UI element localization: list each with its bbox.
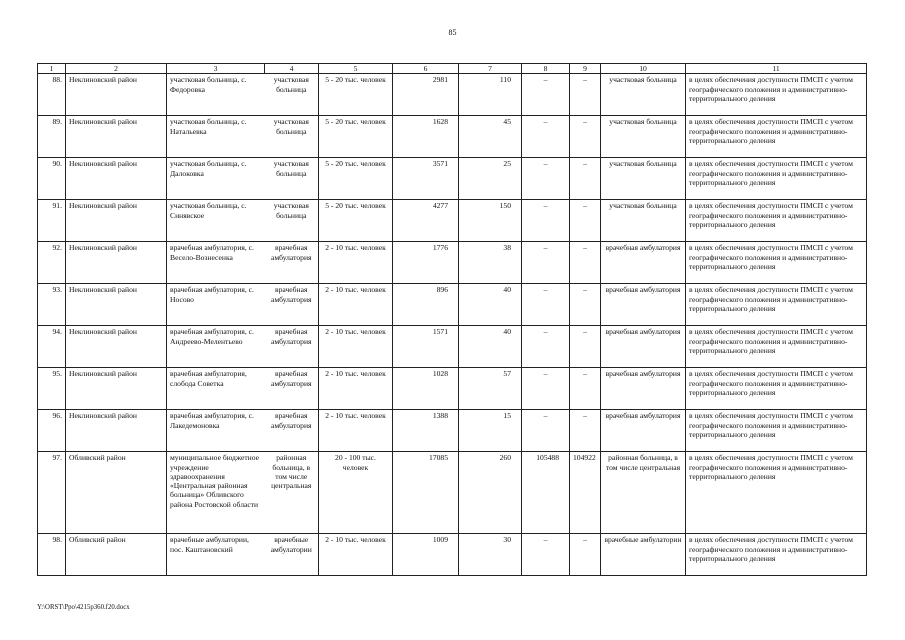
population-cell: 5 - 20 тыс. человек — [319, 116, 393, 158]
value-cell: 110 — [459, 74, 522, 116]
facility-cell: врачебные амбулатории, пос. Каштановский — [167, 534, 265, 576]
value-cell: – — [522, 74, 570, 116]
header-cell: 11 — [686, 64, 867, 74]
row-number: 97. — [38, 452, 66, 534]
page-number: 85 — [448, 28, 457, 37]
justification-cell: в целях обеспечения доступности ПМСП с учетом географического положения и административно-территориального деления — [686, 74, 867, 116]
district-cell: Неклиновский район — [66, 368, 167, 410]
value-cell: – — [522, 242, 570, 284]
value-cell: – — [570, 284, 601, 326]
facility-cell: участковая больница, с. Федоровка — [167, 74, 265, 116]
target-type-cell: участковая больница — [601, 74, 686, 116]
facility-type-cell: участковая больница — [265, 74, 319, 116]
facility-type-cell: врачебная амбулатория — [265, 284, 319, 326]
target-type-cell: врачебные амбулатории — [601, 534, 686, 576]
value-cell: – — [522, 158, 570, 200]
target-type-cell: врачебная амбулатория — [601, 284, 686, 326]
header-cell: 1 — [38, 64, 66, 74]
header-cell: 2 — [66, 64, 167, 74]
value-cell: – — [570, 74, 601, 116]
district-cell: Обливский район — [66, 534, 167, 576]
table-row — [38, 452, 867, 534]
value-cell: 57 — [459, 368, 522, 410]
header-cell: 4 — [265, 64, 319, 74]
header-cell: 7 — [459, 64, 522, 74]
value-cell: 2981 — [393, 74, 459, 116]
value-cell: – — [522, 200, 570, 242]
value-cell: 3571 — [393, 158, 459, 200]
row-number: 90. — [38, 158, 66, 200]
table-row — [38, 74, 867, 116]
header-cell: 9 — [570, 64, 601, 74]
justification-cell: в целях обеспечения доступности ПМСП с учетом географического положения и административно-территориального деления — [686, 534, 867, 576]
header-cell: 10 — [601, 64, 686, 74]
population-cell: 5 - 20 тыс. человек — [319, 158, 393, 200]
value-cell: – — [570, 116, 601, 158]
value-cell: 896 — [393, 284, 459, 326]
file-path: Y:\ORST\Ppo\4215p360.f20.docx — [37, 604, 130, 611]
value-cell: – — [522, 284, 570, 326]
district-cell: Неклиновский район — [66, 74, 167, 116]
district-cell: Неклиновский район — [66, 284, 167, 326]
table-row — [38, 158, 867, 200]
value-cell: – — [522, 326, 570, 368]
justification-cell: в целях обеспечения доступности ПМСП с учетом географического положения и административно-территориального деления — [686, 116, 867, 158]
value-cell: – — [522, 116, 570, 158]
value-cell: 15 — [459, 410, 522, 452]
justification-cell: в целях обеспечения доступности ПМСП с учетом географического положения и административно-территориального деления — [686, 326, 867, 368]
facility-cell: врачебная амбулатория, с. Весело-Вознесенка — [167, 242, 265, 284]
row-number: 89. — [38, 116, 66, 158]
value-cell: 1628 — [393, 116, 459, 158]
value-cell: 25 — [459, 158, 522, 200]
population-cell: 5 - 20 тыс. человек — [319, 200, 393, 242]
value-cell: 40 — [459, 326, 522, 368]
district-cell: Неклиновский район — [66, 200, 167, 242]
population-cell: 5 - 20 тыс. человек — [319, 74, 393, 116]
value-cell: – — [570, 326, 601, 368]
facility-cell: врачебная амбулатория, слобода Советка — [167, 368, 265, 410]
target-type-cell: врачебная амбулатория — [601, 410, 686, 452]
header-cell: 6 — [393, 64, 459, 74]
row-number: 94. — [38, 326, 66, 368]
row-number: 96. — [38, 410, 66, 452]
value-cell: 40 — [459, 284, 522, 326]
facility-cell: врачебная амбулатория, с. Носово — [167, 284, 265, 326]
value-cell: 38 — [459, 242, 522, 284]
value-cell: – — [570, 410, 601, 452]
table-row — [38, 242, 867, 284]
row-number: 92. — [38, 242, 66, 284]
justification-cell: в целях обеспечения доступности ПМСП с учетом географического положения и административно-территориального деления — [686, 242, 867, 284]
value-cell: 105488 — [522, 452, 570, 534]
value-cell: – — [570, 242, 601, 284]
facility-type-cell: врачебные амбулатории — [265, 534, 319, 576]
table-row — [38, 326, 867, 368]
value-cell: – — [522, 410, 570, 452]
value-cell: 1009 — [393, 534, 459, 576]
target-type-cell: участковая больница — [601, 116, 686, 158]
target-type-cell: участковая больница — [601, 200, 686, 242]
value-cell: 150 — [459, 200, 522, 242]
value-cell: 1571 — [393, 326, 459, 368]
target-type-cell: районная больница, в том числе центральная — [601, 452, 686, 534]
population-cell: 2 - 10 тыс. человек — [319, 284, 393, 326]
value-cell: – — [570, 158, 601, 200]
value-cell: – — [570, 200, 601, 242]
target-type-cell: врачебная амбулатория — [601, 326, 686, 368]
district-cell: Неклиновский район — [66, 242, 167, 284]
target-type-cell: врачебная амбулатория — [601, 242, 686, 284]
table-row — [38, 116, 867, 158]
facility-type-cell: врачебная амбулатория — [265, 410, 319, 452]
facility-cell: муниципальное бюджетное учреждение здравоохранения «Центральная районная больница» Обливского района Ростовской области — [167, 452, 265, 534]
value-cell: 1028 — [393, 368, 459, 410]
justification-cell: в целях обеспечения доступности ПМСП с учетом географического положения и административно-территориального деления — [686, 200, 867, 242]
facility-type-cell: участковая больница — [265, 200, 319, 242]
target-type-cell: участковая больница — [601, 158, 686, 200]
value-cell: – — [570, 534, 601, 576]
justification-cell: в целях обеспечения доступности ПМСП с учетом географического положения и административно-территориального деления — [686, 410, 867, 452]
district-cell: Неклиновский район — [66, 158, 167, 200]
facility-type-cell: врачебная амбулатория — [265, 242, 319, 284]
justification-cell: в целях обеспечения доступности ПМСП с учетом географического положения и административно-территориального деления — [686, 452, 867, 534]
population-cell: 2 - 10 тыс. человек — [319, 326, 393, 368]
row-number: 88. — [38, 74, 66, 116]
facility-cell: участковая больница, с. Далоковка — [167, 158, 265, 200]
facilities-table — [37, 63, 867, 576]
target-type-cell: врачебная амбулатория — [601, 368, 686, 410]
facility-type-cell: участковая больница — [265, 158, 319, 200]
row-number: 95. — [38, 368, 66, 410]
value-cell: 1388 — [393, 410, 459, 452]
district-cell: Неклиновский район — [66, 116, 167, 158]
facility-cell: врачебная амбулатория, с. Лакедемоновка — [167, 410, 265, 452]
table-row — [38, 534, 867, 576]
value-cell: 104922 — [570, 452, 601, 534]
header-cell: 5 — [319, 64, 393, 74]
facility-type-cell: врачебная амбулатория — [265, 368, 319, 410]
value-cell: – — [522, 368, 570, 410]
value-cell: 45 — [459, 116, 522, 158]
header-cell: 3 — [167, 64, 265, 74]
population-cell: 2 - 10 тыс. человек — [319, 242, 393, 284]
district-cell: Неклиновский район — [66, 410, 167, 452]
row-number: 98. — [38, 534, 66, 576]
value-cell: 1776 — [393, 242, 459, 284]
table-row — [38, 368, 867, 410]
value-cell: 30 — [459, 534, 522, 576]
district-cell: Обливский район — [66, 452, 167, 534]
facility-type-cell: районная больница, в том числе центральная — [265, 452, 319, 534]
table-row — [38, 200, 867, 242]
population-cell: 2 - 10 тыс. человек — [319, 410, 393, 452]
value-cell: 260 — [459, 452, 522, 534]
population-cell: 2 - 10 тыс. человек — [319, 368, 393, 410]
value-cell: 17085 — [393, 452, 459, 534]
population-cell: 20 - 100 тыс. человек — [319, 452, 393, 534]
population-cell: 2 - 10 тыс. человек — [319, 534, 393, 576]
row-number: 91. — [38, 200, 66, 242]
value-cell: – — [522, 534, 570, 576]
facility-cell: участковая больница, с. Натальевка — [167, 116, 265, 158]
value-cell: – — [570, 368, 601, 410]
value-cell: 4277 — [393, 200, 459, 242]
facility-type-cell: участковая больница — [265, 116, 319, 158]
justification-cell: в целях обеспечения доступности ПМСП с учетом географического положения и административно-территориального деления — [686, 284, 867, 326]
district-cell: Неклиновский район — [66, 326, 167, 368]
facility-cell: врачебная амбулатория, с. Андреево-Мелентьево — [167, 326, 265, 368]
header-cell: 8 — [522, 64, 570, 74]
row-number: 93. — [38, 284, 66, 326]
table-row — [38, 284, 867, 326]
facility-cell: участковая больница, с. Синявское — [167, 200, 265, 242]
justification-cell: в целях обеспечения доступности ПМСП с учетом географического положения и административно-территориального деления — [686, 368, 867, 410]
justification-cell: в целях обеспечения доступности ПМСП с учетом географического положения и административно-территориального деления — [686, 158, 867, 200]
header-row — [38, 64, 867, 74]
facility-type-cell: врачебная амбулатория — [265, 326, 319, 368]
table-row — [38, 410, 867, 452]
